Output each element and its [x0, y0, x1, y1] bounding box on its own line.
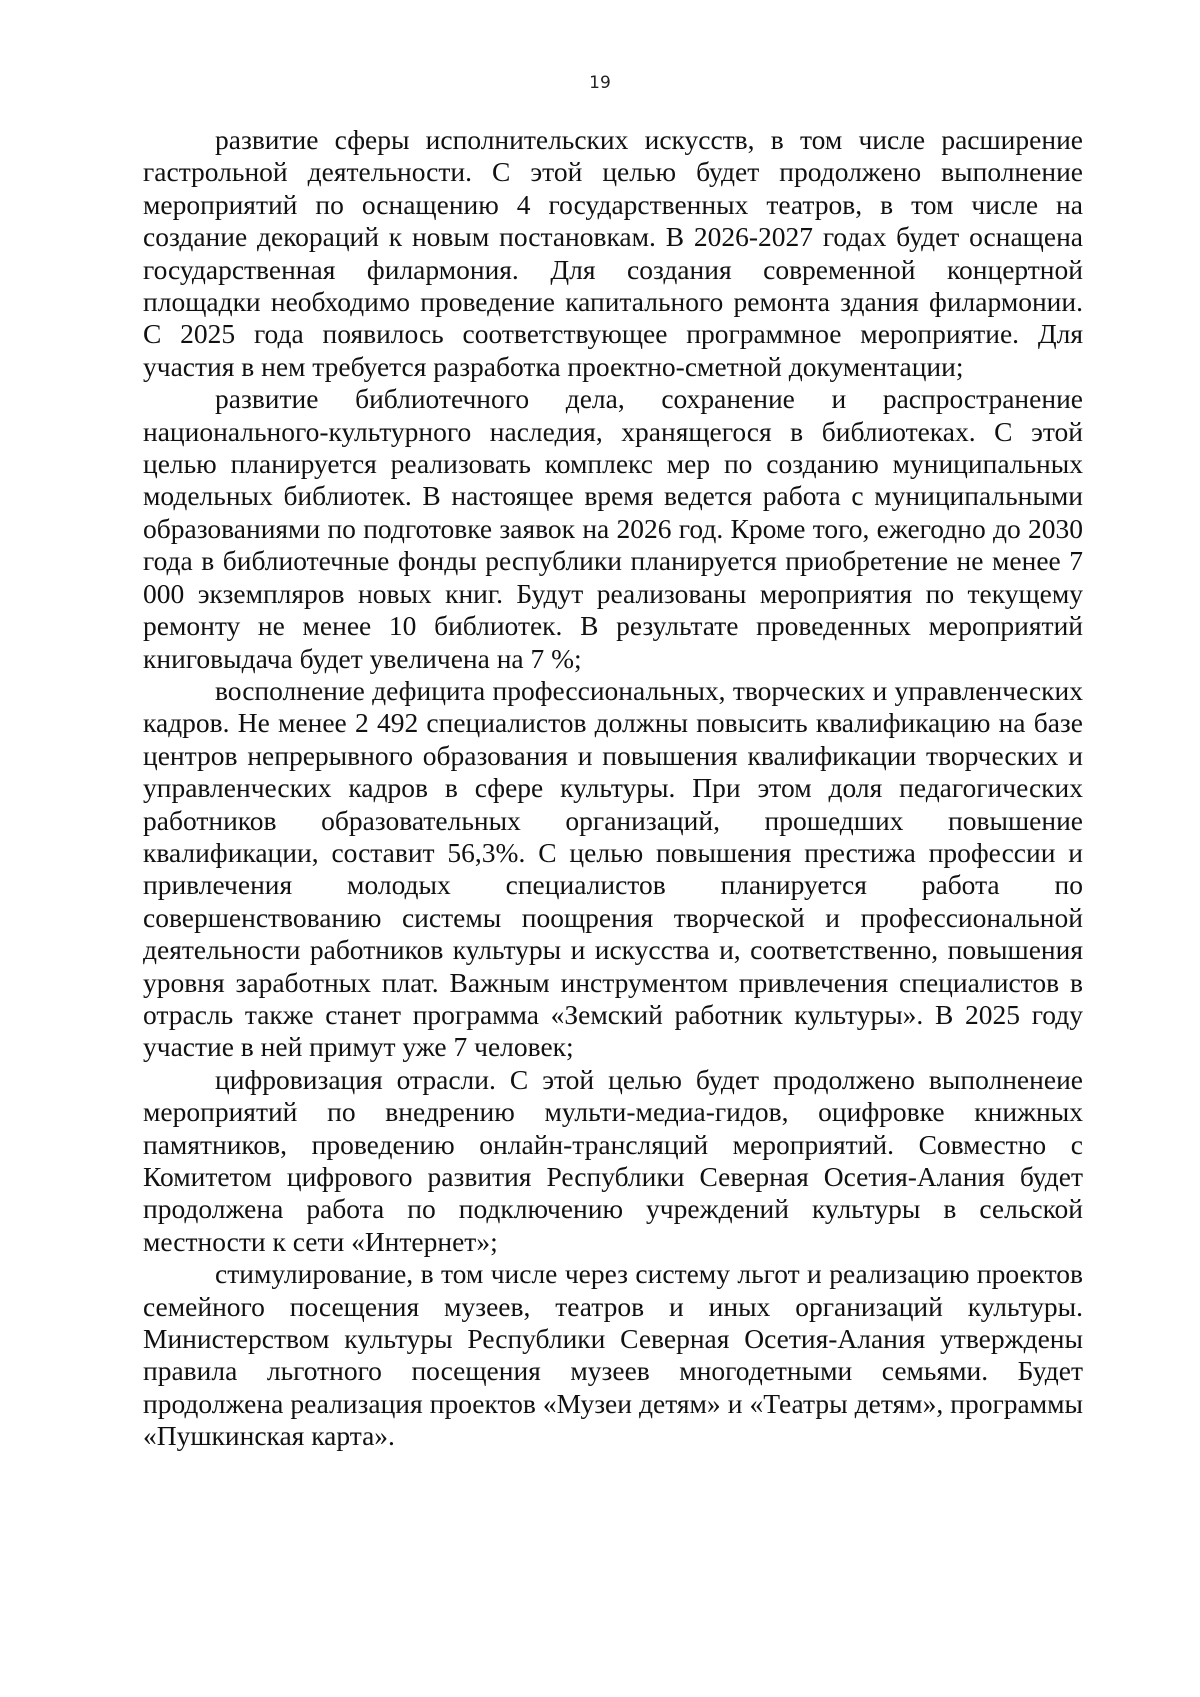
paragraph-incentives: стимулирование, в том числе через систему льгот и реализацию проектов семейного посещения музеев, театров и иных организаций культуры. Министерством культуры Республики Северная Осетия-Алания утверждены правила льготного посещения музеев многодетными семьями. Будет продолжена реализация проектов «Музеи детям» и «Театры детям», программы «Пушкинская карта».: [143, 1258, 1083, 1452]
paragraph-libraries: развитие библиотечного дела, сохранение и распространение национального-культурного наследия, хранящегося в библиотеках. С этой целью планируется реализовать комплекс мер по созданию муниципальных модельных библиотек. В настоящее время ведется работа с муниципальными образованиями по подготовке заявок на 2026 год. Кроме того, ежегодно до 2030 года в библиотечные фонды республики планируется приобретение не менее 7 000 экземпляров новых книг. Будут реализованы мероприятия по текущему ремонту не менее 10 библиотек. В результате проведенных мероприятий книговыдача будет увеличена на 7 %;: [143, 383, 1083, 674]
paragraph-digitalization: цифровизация отрасли. С этой целью будет продолжено выполненеие мероприятий по внедрению мульти-медиа-гидов, оцифровке книжных памятников, проведению онлайн-трансляций мероприятий. Совместно с Комитетом цифрового развития Республики Северная Осетия-Алания будет продолжена работа по подключению учреждений культуры в сельской местности к сети «Интернет»;: [143, 1063, 1083, 1257]
paragraph-personnel: восполнение дефицита профессиональных, творческих и управленческих кадров. Не менее 2 492 специалистов должны повысить квалификацию на базе центров непрерывного образования и повышения квалификации творческих и управленческих кадров в сфере культуры. При этом доля педагогических работников образовательных организаций, прошедших повышение квалификации, составит 56,3%. С целью повышения престижа профессии и привлечения молодых специалистов планируется работа по совершенствованию системы поощрения творческой и профессиональной деятельности работников культуры и искусства и, соответственно, повышения уровня заработных плат. Важным инструментом привлечения специалистов в отрасль также станет программа «Земский работник культуры». В 2025 году участие в ней примут уже 7 человек;: [143, 674, 1083, 1063]
paragraph-performing-arts: развитие сферы исполнительских искусств, в том числе расширение гастрольной деятельности. С этой целью будет продолжено выполнение мероприятий по оснащению 4 государственных театров, в том числе на создание декораций к новым постановкам. В 2026-2027 годах будет оснащена государственная филармония. Для создания современной концертной площадки необходимо проведение капитального ремонта здания филармонии. С 2025 года появилось соответствующее программное мероприятие. Для участия в нем требуется разработка проектно-сметной документации;: [143, 124, 1083, 382]
document-body: [143, 124, 1083, 1453]
page-number: 19: [589, 73, 611, 93]
